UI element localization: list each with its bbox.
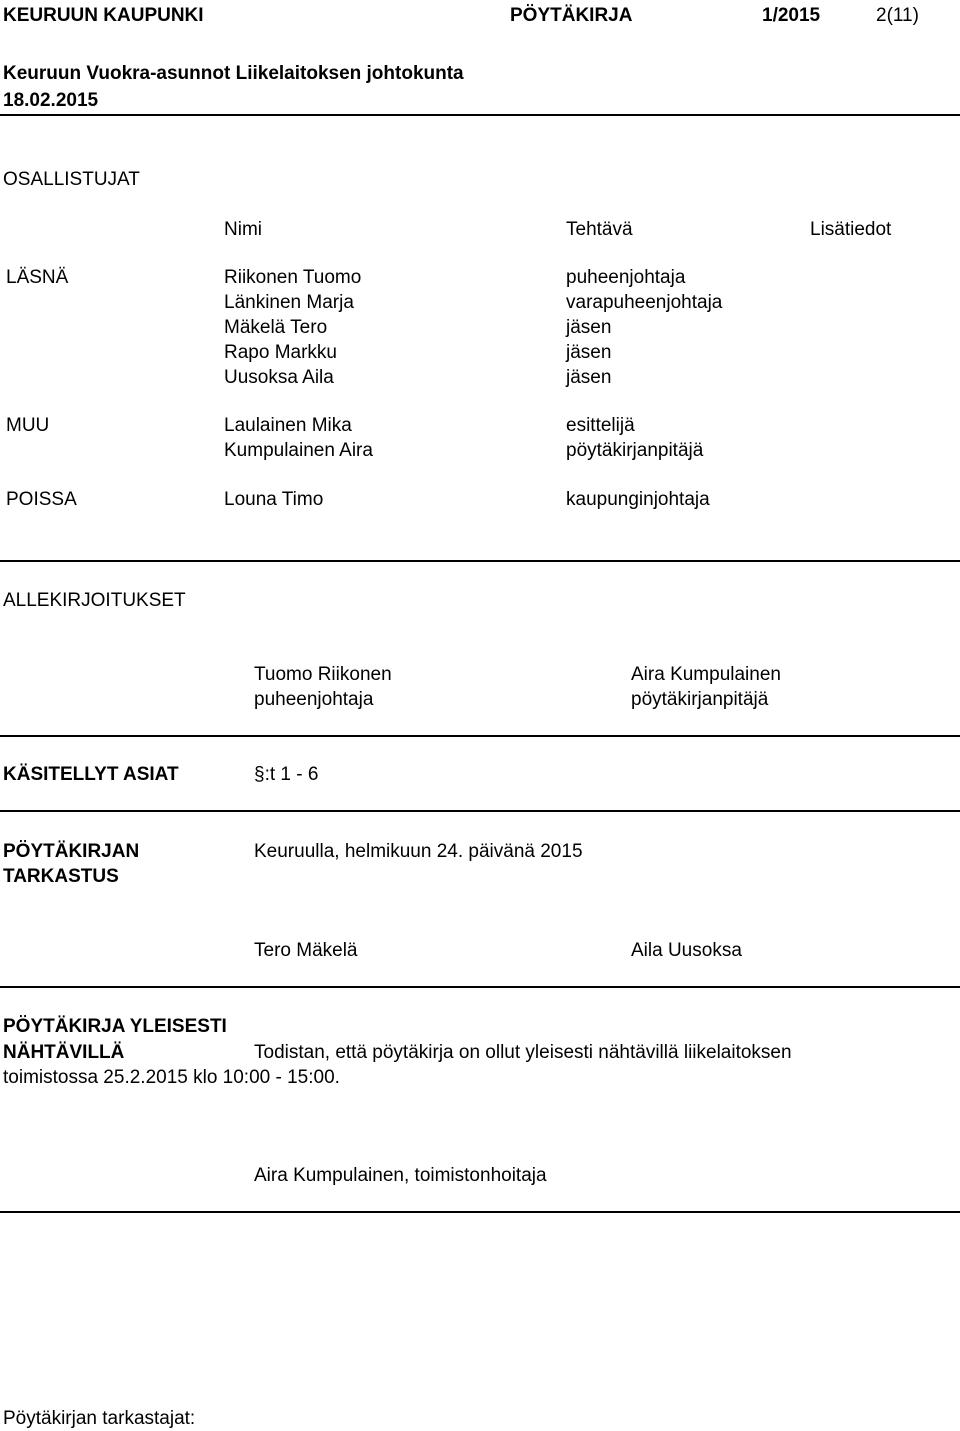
column-role: Tehtävä bbox=[566, 219, 633, 240]
participant-role: jäsen bbox=[566, 342, 612, 363]
participant-name: Laulainen Mika bbox=[224, 415, 352, 436]
public-signer: Aira Kumpulainen, toimistonhoitaja bbox=[254, 1165, 547, 1186]
reviewer-1-name: Tero Mäkelä bbox=[254, 940, 358, 961]
review-heading-1: PÖYTÄKIRJAN bbox=[3, 841, 140, 862]
doc-type: PÖYTÄKIRJA bbox=[510, 5, 633, 26]
participants-divider bbox=[0, 560, 960, 562]
participant-name: Rapo Markku bbox=[224, 342, 337, 363]
review-heading-2: TARKASTUS bbox=[3, 866, 119, 887]
participant-role: pöytäkirjanpitäjä bbox=[566, 440, 704, 461]
meeting-date: 18.02.2015 bbox=[3, 90, 99, 111]
public-statement-1: Todistan, että pöytäkirja on ollut yleisesti nähtävillä liikelaitoksen bbox=[254, 1042, 792, 1063]
signatures-heading: ALLEKIRJOITUKSET bbox=[3, 590, 186, 611]
participant-name: Riikonen Tuomo bbox=[224, 267, 362, 288]
participant-role: puheenjohtaja bbox=[566, 267, 686, 288]
governing-body: Keuruun Vuokra-asunnot Liikelaitoksen johtokunta bbox=[3, 63, 464, 84]
handled-divider bbox=[0, 810, 960, 812]
participant-name: Kumpulainen Aira bbox=[224, 440, 373, 461]
participant-role: varapuheenjohtaja bbox=[566, 292, 723, 313]
handled-value: §:t 1 - 6 bbox=[254, 764, 319, 785]
group-label-present: LÄSNÄ bbox=[6, 267, 69, 288]
signer-chair-role: puheenjohtaja bbox=[254, 689, 374, 710]
reviewers-label: Pöytäkirjan tarkastajat: bbox=[3, 1408, 196, 1429]
handled-heading: KÄSITELLYT ASIAT bbox=[3, 764, 179, 785]
public-divider bbox=[0, 1211, 960, 1213]
reviewer-2-name: Aila Uusoksa bbox=[631, 940, 742, 961]
review-place-date: Keuruulla, helmikuun 24. päivänä 2015 bbox=[254, 841, 583, 862]
group-label-absent: POISSA bbox=[6, 489, 77, 510]
group-label-other: MUU bbox=[6, 415, 50, 436]
public-heading-1: PÖYTÄKIRJA YLEISESTI bbox=[3, 1016, 227, 1037]
participants-heading: OSALLISTUJAT bbox=[3, 169, 140, 190]
participant-role: esittelijä bbox=[566, 415, 635, 436]
org-name: KEURUUN KAUPUNKI bbox=[3, 5, 204, 26]
column-name: Nimi bbox=[224, 219, 262, 240]
page-number: 2(11) bbox=[876, 5, 919, 26]
public-heading-2: NÄHTÄVILLÄ bbox=[3, 1042, 125, 1063]
signer-secretary-name: Aira Kumpulainen bbox=[631, 664, 781, 685]
participant-role: jäsen bbox=[566, 317, 612, 338]
participant-name: Louna Timo bbox=[224, 489, 324, 510]
signatures-divider bbox=[0, 735, 960, 737]
participant-role: kaupunginjohtaja bbox=[566, 489, 710, 510]
signer-chair-name: Tuomo Riikonen bbox=[254, 664, 392, 685]
public-statement-2: toimistossa 25.2.2015 klo 10:00 - 15:00. bbox=[3, 1067, 340, 1088]
doc-number: 1/2015 bbox=[762, 5, 821, 26]
participant-name: Uusoksa Aila bbox=[224, 367, 334, 388]
signer-secretary-role: pöytäkirjanpitäjä bbox=[631, 689, 769, 710]
column-extra: Lisätiedot bbox=[810, 219, 892, 240]
participant-name: Mäkelä Tero bbox=[224, 317, 328, 338]
header-divider bbox=[0, 114, 960, 116]
participant-role: jäsen bbox=[566, 367, 612, 388]
participant-name: Länkinen Marja bbox=[224, 292, 354, 313]
review-divider bbox=[0, 986, 960, 988]
